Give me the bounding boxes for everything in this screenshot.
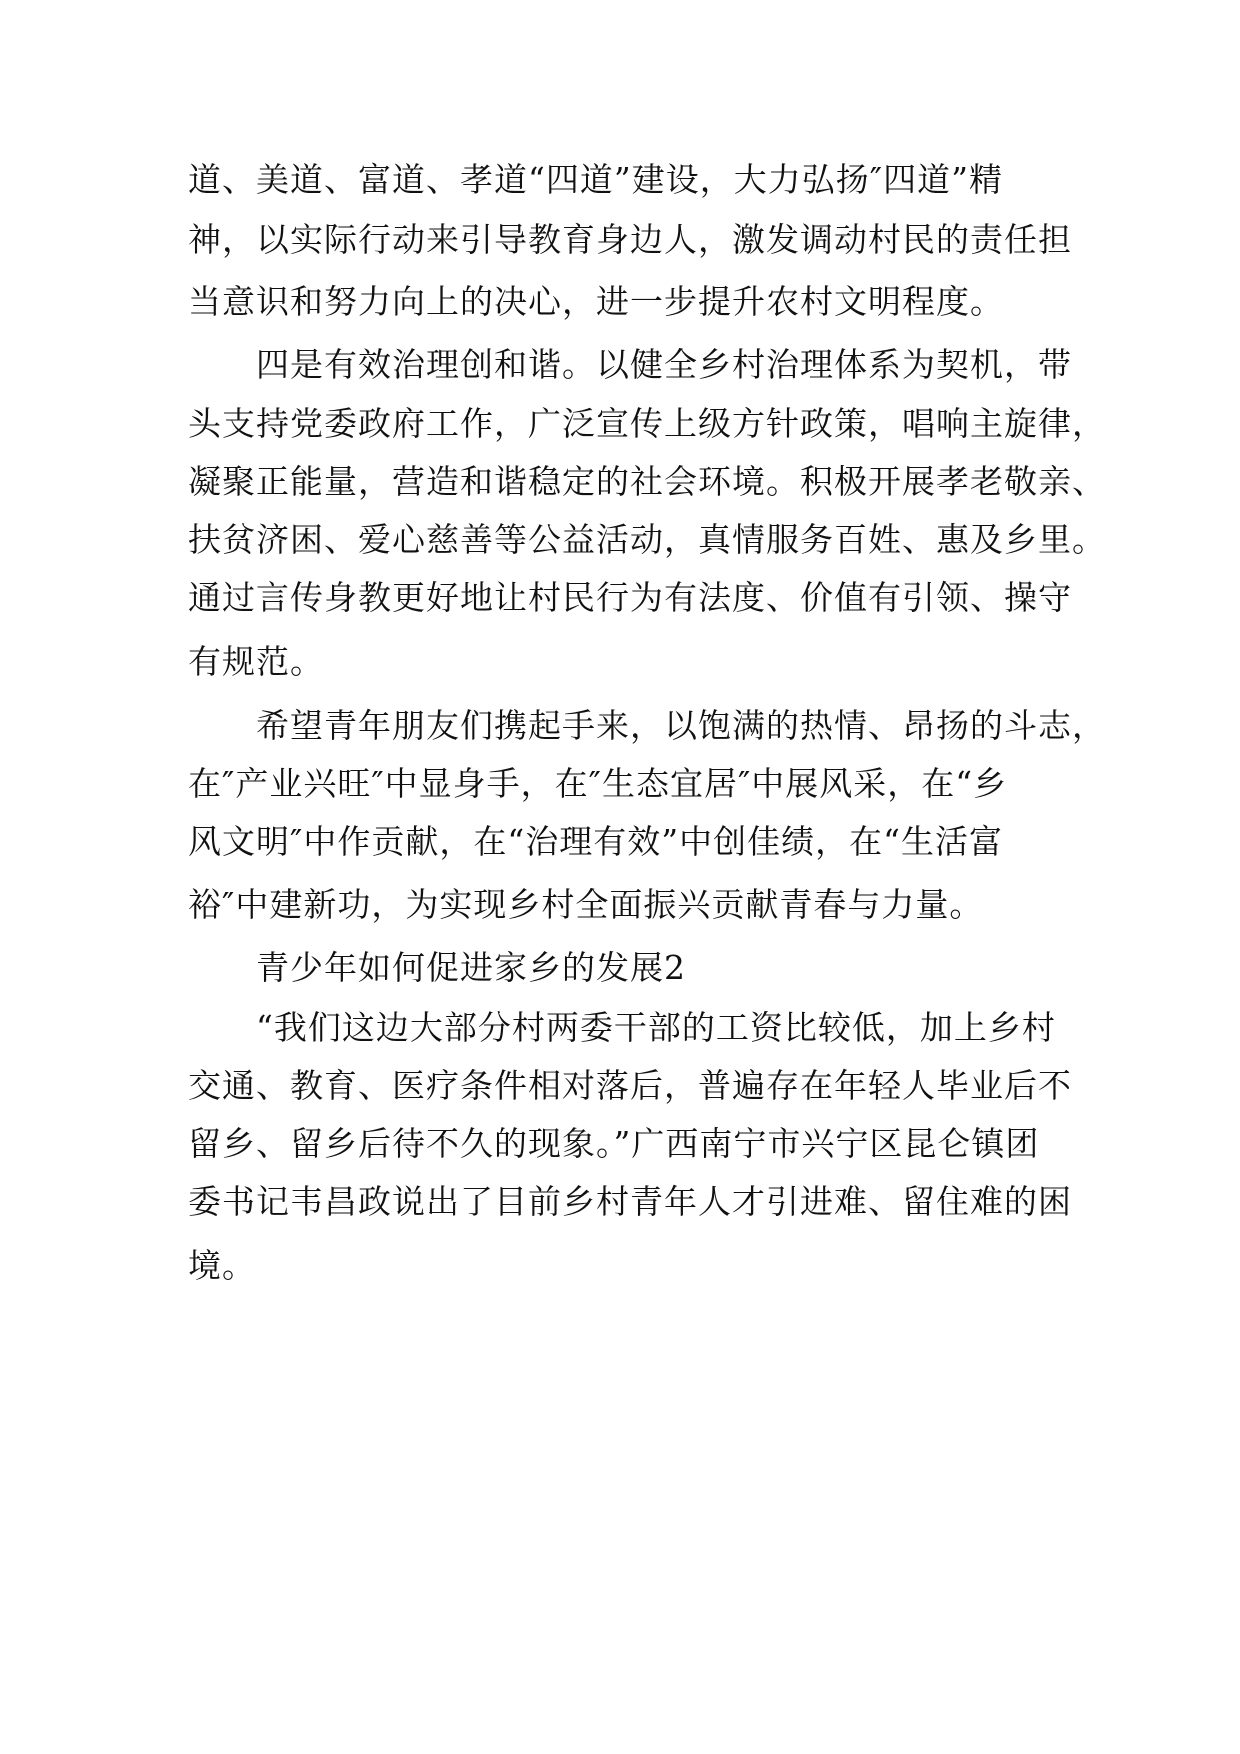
paragraph-line: 留乡、留乡后待不久的现象。”广西南宁市兴宁区昆仑镇团 [188, 1124, 1040, 1163]
paragraph-line: 通过言传身教更好地让村民行为有法度、价值有引领、操守 [188, 578, 1072, 617]
paragraph-line: 境。 [188, 1246, 256, 1285]
paragraph-line: 在″产业兴旺″中显身手，在″生态宜居″中展风采，在“乡 [188, 764, 1008, 803]
paragraph-line: 神，以实际行动来引导教育身边人，激发调动村民的责任担 [188, 220, 1072, 259]
section-heading: 青少年如何促进家乡的发展2 [256, 948, 686, 987]
paragraph-line: 道、美道、富道、孝道“四道”建设，大力弘扬″四道”精 [188, 160, 1003, 199]
paragraph-line: 裕″中建新功，为实现乡村全面振兴贡献青春与力量。 [188, 885, 984, 924]
paragraph-line: 交通、教育、医疗条件相对落后，普遍存在年轻人毕业后不 [188, 1066, 1072, 1105]
paragraph-line: 有规范。 [188, 642, 324, 681]
paragraph-line: 委书记韦昌政说出了目前乡村青年人才引进难、留住难的困 [188, 1182, 1072, 1221]
paragraph-line: 头支持党委政府工作，广泛宣传上级方针政策，唱响主旋律， [188, 404, 1106, 443]
paragraph-line: 风文明″中作贡献，在“治理有效”中创佳绩，在“生活富 [188, 822, 1003, 861]
paragraph-line: 凝聚正能量，营造和谐稳定的社会环境。积极开展孝老敬亲、 [188, 462, 1106, 501]
paragraph-line: 扶贫济困、爱心慈善等公益活动，真情服务百姓、惠及乡里。 [188, 520, 1106, 559]
paragraph-line: 四是有效治理创和谐。以健全乡村治理体系为契机，带 [256, 345, 1072, 384]
paragraph-line: 希望青年朋友们携起手来，以饱满的热情、昂扬的斗志， [256, 706, 1106, 745]
paragraph-line: 当意识和努力向上的决心，进一步提升农村文明程度。 [188, 282, 1004, 321]
paragraph-line: “我们这边大部分村两委干部的工资比较低，加上乡村 [256, 1008, 1056, 1047]
